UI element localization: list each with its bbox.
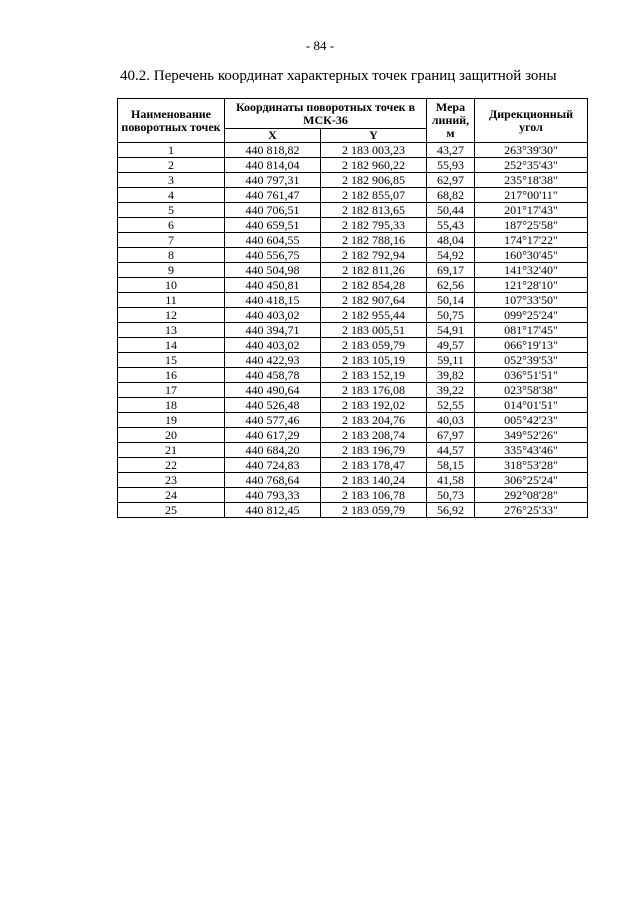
cell-line-length: 58,15 xyxy=(427,458,475,473)
cell-y: 2 183 208,74 xyxy=(321,428,427,443)
header-direction-angle: Дирекционный угол xyxy=(475,99,588,143)
cell-y: 2 183 105,19 xyxy=(321,353,427,368)
cell-direction-angle: 160°30'45" xyxy=(475,248,588,263)
cell-line-length: 43,27 xyxy=(427,143,475,158)
cell-point-number: 25 xyxy=(118,503,225,518)
table-row xyxy=(118,263,588,278)
table-row xyxy=(118,443,588,458)
cell-line-length: 69,17 xyxy=(427,263,475,278)
table-row xyxy=(118,278,588,293)
cell-x: 440 504,98 xyxy=(225,263,321,278)
cell-y: 2 183 003,23 xyxy=(321,143,427,158)
table-row xyxy=(118,308,588,323)
cell-x: 440 604,55 xyxy=(225,233,321,248)
cell-line-length: 67,97 xyxy=(427,428,475,443)
cell-line-length: 54,91 xyxy=(427,323,475,338)
cell-x: 440 418,15 xyxy=(225,293,321,308)
cell-point-number: 11 xyxy=(118,293,225,308)
cell-direction-angle: 121°28'10" xyxy=(475,278,588,293)
cell-point-number: 4 xyxy=(118,188,225,203)
cell-y: 2 183 204,76 xyxy=(321,413,427,428)
cell-y: 2 182 907,64 xyxy=(321,293,427,308)
cell-direction-angle: 306°25'24" xyxy=(475,473,588,488)
cell-direction-angle: 349°52'26" xyxy=(475,428,588,443)
cell-y: 2 183 178,47 xyxy=(321,458,427,473)
cell-point-number: 7 xyxy=(118,233,225,248)
cell-x: 440 422,93 xyxy=(225,353,321,368)
table-row xyxy=(118,233,588,248)
cell-x: 440 526,48 xyxy=(225,398,321,413)
table-row xyxy=(118,323,588,338)
table-row xyxy=(118,248,588,263)
page-number: - 84 - xyxy=(305,38,335,53)
table-row xyxy=(118,428,588,443)
table-row xyxy=(118,458,588,473)
cell-x: 440 556,75 xyxy=(225,248,321,263)
cell-line-length: 54,92 xyxy=(427,248,475,263)
cell-line-length: 39,22 xyxy=(427,383,475,398)
cell-direction-angle: 036°51'51" xyxy=(475,368,588,383)
cell-point-number: 23 xyxy=(118,473,225,488)
cell-y: 2 183 005,51 xyxy=(321,323,427,338)
cell-line-length: 39,82 xyxy=(427,368,475,383)
cell-point-number: 17 xyxy=(118,383,225,398)
cell-direction-angle: 174°17'22" xyxy=(475,233,588,248)
cell-direction-angle: 201°17'43" xyxy=(475,203,588,218)
cell-direction-angle: 276°25'33" xyxy=(475,503,588,518)
cell-y: 2 182 811,26 xyxy=(321,263,427,278)
cell-line-length: 62,97 xyxy=(427,173,475,188)
cell-point-number: 16 xyxy=(118,368,225,383)
cell-y: 2 183 059,79 xyxy=(321,503,427,518)
cell-direction-angle: 217°00'11" xyxy=(475,188,588,203)
cell-y: 2 183 106,78 xyxy=(321,488,427,503)
table-row xyxy=(118,488,588,503)
header-point-name: Наименование поворотных точек xyxy=(118,99,225,143)
cell-direction-angle: 107°33'50" xyxy=(475,293,588,308)
cell-x: 440 793,33 xyxy=(225,488,321,503)
cell-direction-angle: 252°35'43" xyxy=(475,158,588,173)
cell-point-number: 18 xyxy=(118,398,225,413)
cell-line-length: 55,43 xyxy=(427,218,475,233)
cell-y: 2 182 795,33 xyxy=(321,218,427,233)
cell-point-number: 9 xyxy=(118,263,225,278)
cell-y: 2 182 788,16 xyxy=(321,233,427,248)
table-row xyxy=(118,218,588,233)
cell-line-length: 41,58 xyxy=(427,473,475,488)
cell-point-number: 14 xyxy=(118,338,225,353)
cell-line-length: 48,04 xyxy=(427,233,475,248)
cell-y: 2 182 854,28 xyxy=(321,278,427,293)
cell-direction-angle: 099°25'24" xyxy=(475,308,588,323)
table-row xyxy=(118,293,588,308)
table-row xyxy=(118,368,588,383)
header-x: X xyxy=(225,129,321,143)
cell-x: 440 577,46 xyxy=(225,413,321,428)
cell-y: 2 182 960,22 xyxy=(321,158,427,173)
table-row xyxy=(118,158,588,173)
coordinates-table xyxy=(117,98,588,518)
cell-y: 2 183 176,08 xyxy=(321,383,427,398)
cell-line-length: 40,03 xyxy=(427,413,475,428)
cell-point-number: 1 xyxy=(118,143,225,158)
cell-x: 440 812,45 xyxy=(225,503,321,518)
cell-point-number: 15 xyxy=(118,353,225,368)
table-row xyxy=(118,143,588,158)
cell-direction-angle: 014°01'51" xyxy=(475,398,588,413)
cell-line-length: 68,82 xyxy=(427,188,475,203)
cell-line-length: 52,55 xyxy=(427,398,475,413)
cell-x: 440 403,02 xyxy=(225,308,321,323)
cell-x: 440 617,29 xyxy=(225,428,321,443)
cell-x: 440 394,71 xyxy=(225,323,321,338)
header-coordinates-group: Координаты поворотных точек в МСК-36 xyxy=(225,99,427,129)
table-row xyxy=(118,503,588,518)
table-row xyxy=(118,188,588,203)
cell-line-length: 44,57 xyxy=(427,443,475,458)
cell-line-length: 50,75 xyxy=(427,308,475,323)
cell-direction-angle: 235°18'38" xyxy=(475,173,588,188)
cell-point-number: 24 xyxy=(118,488,225,503)
cell-direction-angle: 263°39'30" xyxy=(475,143,588,158)
cell-x: 440 684,20 xyxy=(225,443,321,458)
header-y: Y xyxy=(321,129,427,143)
cell-point-number: 22 xyxy=(118,458,225,473)
cell-x: 440 659,51 xyxy=(225,218,321,233)
cell-y: 2 183 152,19 xyxy=(321,368,427,383)
table-body xyxy=(118,143,588,518)
cell-direction-angle: 141°32'40" xyxy=(475,263,588,278)
cell-point-number: 21 xyxy=(118,443,225,458)
cell-direction-angle: 081°17'45" xyxy=(475,323,588,338)
cell-y: 2 182 813,65 xyxy=(321,203,427,218)
table-row xyxy=(118,203,588,218)
cell-point-number: 20 xyxy=(118,428,225,443)
cell-y: 2 183 192,02 xyxy=(321,398,427,413)
cell-x: 440 797,31 xyxy=(225,173,321,188)
cell-direction-angle: 187°25'58" xyxy=(475,218,588,233)
cell-line-length: 62,56 xyxy=(427,278,475,293)
table-row xyxy=(118,413,588,428)
cell-point-number: 12 xyxy=(118,308,225,323)
cell-point-number: 19 xyxy=(118,413,225,428)
cell-y: 2 183 059,79 xyxy=(321,338,427,353)
cell-point-number: 13 xyxy=(118,323,225,338)
cell-y: 2 183 140,24 xyxy=(321,473,427,488)
cell-point-number: 10 xyxy=(118,278,225,293)
cell-point-number: 8 xyxy=(118,248,225,263)
cell-point-number: 3 xyxy=(118,173,225,188)
cell-y: 2 182 792,94 xyxy=(321,248,427,263)
table-header xyxy=(118,99,588,143)
cell-direction-angle: 052°39'53" xyxy=(475,353,588,368)
cell-line-length: 50,14 xyxy=(427,293,475,308)
table-row xyxy=(118,353,588,368)
table-row xyxy=(118,338,588,353)
cell-line-length: 56,92 xyxy=(427,503,475,518)
cell-y: 2 182 906,85 xyxy=(321,173,427,188)
table-row xyxy=(118,173,588,188)
table-row xyxy=(118,383,588,398)
cell-line-length: 50,73 xyxy=(427,488,475,503)
cell-x: 440 724,83 xyxy=(225,458,321,473)
cell-direction-angle: 023°58'38" xyxy=(475,383,588,398)
cell-direction-angle: 335°43'46" xyxy=(475,443,588,458)
cell-line-length: 49,57 xyxy=(427,338,475,353)
cell-point-number: 6 xyxy=(118,218,225,233)
table-row xyxy=(118,473,588,488)
cell-direction-angle: 005°42'23" xyxy=(475,413,588,428)
cell-point-number: 2 xyxy=(118,158,225,173)
cell-point-number: 5 xyxy=(118,203,225,218)
cell-y: 2 182 955,44 xyxy=(321,308,427,323)
cell-direction-angle: 318°53'28" xyxy=(475,458,588,473)
cell-direction-angle: 292°08'28" xyxy=(475,488,588,503)
cell-direction-angle: 066°19'13" xyxy=(475,338,588,353)
cell-x: 440 458,78 xyxy=(225,368,321,383)
cell-x: 440 706,51 xyxy=(225,203,321,218)
cell-x: 440 450,81 xyxy=(225,278,321,293)
cell-line-length: 55,93 xyxy=(427,158,475,173)
section-heading: 40.2. Перечень координат характерных точек границ защитной зоны xyxy=(120,68,557,84)
cell-x: 440 768,64 xyxy=(225,473,321,488)
table-row xyxy=(118,398,588,413)
cell-line-length: 59,11 xyxy=(427,353,475,368)
cell-x: 440 814,04 xyxy=(225,158,321,173)
cell-line-length: 50,44 xyxy=(427,203,475,218)
cell-x: 440 490,64 xyxy=(225,383,321,398)
cell-x: 440 761,47 xyxy=(225,188,321,203)
cell-x: 440 818,82 xyxy=(225,143,321,158)
cell-y: 2 182 855,07 xyxy=(321,188,427,203)
cell-y: 2 183 196,79 xyxy=(321,443,427,458)
cell-x: 440 403,02 xyxy=(225,338,321,353)
header-line-length: Мера линий, м xyxy=(427,99,475,143)
